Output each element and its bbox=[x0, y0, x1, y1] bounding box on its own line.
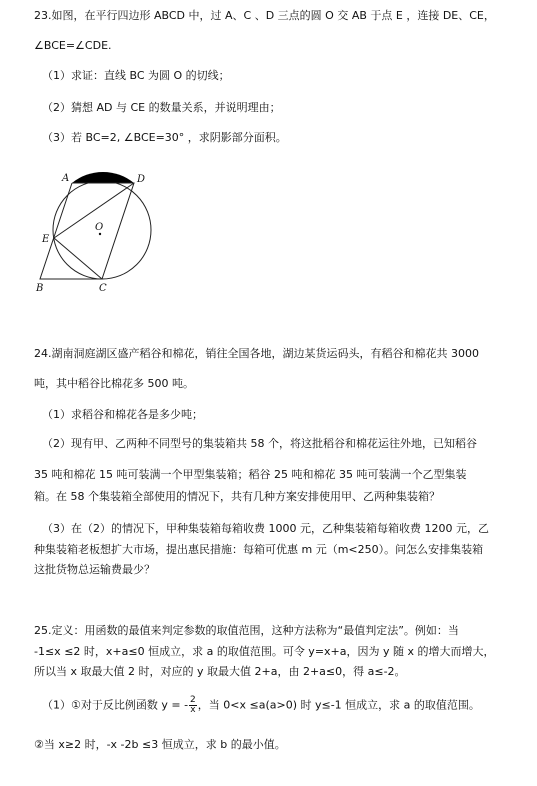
q23-line1: 23.如图，在平行四边形 ABCD 中，过 A、C 、D 三点的圆 O 交 AB 于点 E ，连接 DE、CE， bbox=[34, 9, 495, 22]
q24-part3-l3: 这批货物总运输费最少？ bbox=[34, 563, 155, 576]
q24-line1: 24.湖南洞庭湖区盛产稻谷和棉花，销往全国各地，湖边某货运码头，有稻谷和棉花共 3000 bbox=[34, 347, 479, 360]
label-a: A bbox=[62, 173, 70, 184]
q24-part1: （1）求稻谷和棉花各是多少吨； bbox=[42, 408, 203, 421]
q25-line2: -1≤x ≤2 时，x+a≤0 恒成立，求 a 的取值范围。可令 y=x+a，因为 y 随 x 的增大而增大， bbox=[34, 645, 495, 658]
q25-part1-pre: （1）①对于反比例函数 y = - bbox=[42, 698, 189, 712]
shaded-segment bbox=[72, 172, 134, 183]
q25-part1 bbox=[42, 696, 480, 715]
q25-line3: 所以当 x 取最大值 2 时，对应的 y 取最大值 2+a，由 2+a≤0，得 a≤-2。 bbox=[34, 665, 406, 678]
q25-part1-post: ，当 0<x ≤a(a>0) 时 y≤-1 恒成立，求 a 的取值范围。 bbox=[197, 698, 480, 712]
fraction bbox=[189, 696, 197, 715]
q23-part1: （1）求证：直线 BC 为圆 O 的切线； bbox=[42, 69, 230, 82]
label-c: C bbox=[99, 283, 107, 294]
parallelogram bbox=[40, 183, 134, 279]
q23-part2: （2）猜想 AD 与 CE 的数量关系，并说明理由； bbox=[42, 101, 281, 114]
label-d: D bbox=[137, 174, 146, 185]
q25-part2: ②当 x≥2 时，-x -2b ≤3 恒成立，求 b 的最小值。 bbox=[34, 738, 286, 751]
q24-part3-l2: 种集装箱老板想扩大市场，提出惠民措施：每箱可优惠 m 元（m<250）。问怎么安排集装箱 bbox=[34, 543, 484, 556]
q24-part3-l1: （3）在（2）的情况下，甲种集装箱每箱收费 1000 元，乙种集装箱每箱收费 1200 元，乙 bbox=[42, 522, 489, 535]
label-b: B bbox=[36, 283, 44, 294]
segment-de bbox=[54, 183, 134, 238]
label-o: O bbox=[95, 222, 104, 233]
q23-part3: （3）若 BC=2, ∠BCE=30° ，求阴影部分面积。 bbox=[42, 131, 287, 144]
fraction-numerator: 2 bbox=[190, 695, 196, 705]
geometry-figure bbox=[30, 166, 170, 296]
q24-part2-l1: （2）现有甲、乙两种不同型号的集装箱共 58 个，将这批稻谷和棉花运往外地，已知稻谷 bbox=[42, 437, 477, 450]
center-point bbox=[99, 233, 101, 235]
q25-line1: 25.定义：用函数的最值来判定参数的取值范围，这种方法称为“最值判定法”。例如：当 bbox=[34, 624, 459, 637]
q24-line2: 吨，其中稻谷比棉花多 500 吨。 bbox=[34, 377, 194, 390]
q24-part2-l3: 箱。在 58 个集装箱全部使用的情况下，共有几种方案安排使用甲、乙两种集装箱？ bbox=[34, 490, 440, 503]
q23-line2: ∠BCE=∠CDE. bbox=[34, 39, 112, 52]
label-e: E bbox=[42, 234, 50, 245]
fraction-denominator: x bbox=[190, 705, 196, 715]
q24-part2-l2: 35 吨和棉花 15 吨可装满一个甲型集装箱；稻谷 25 吨和棉花 35 吨可装满一个乙型集装 bbox=[34, 468, 467, 481]
